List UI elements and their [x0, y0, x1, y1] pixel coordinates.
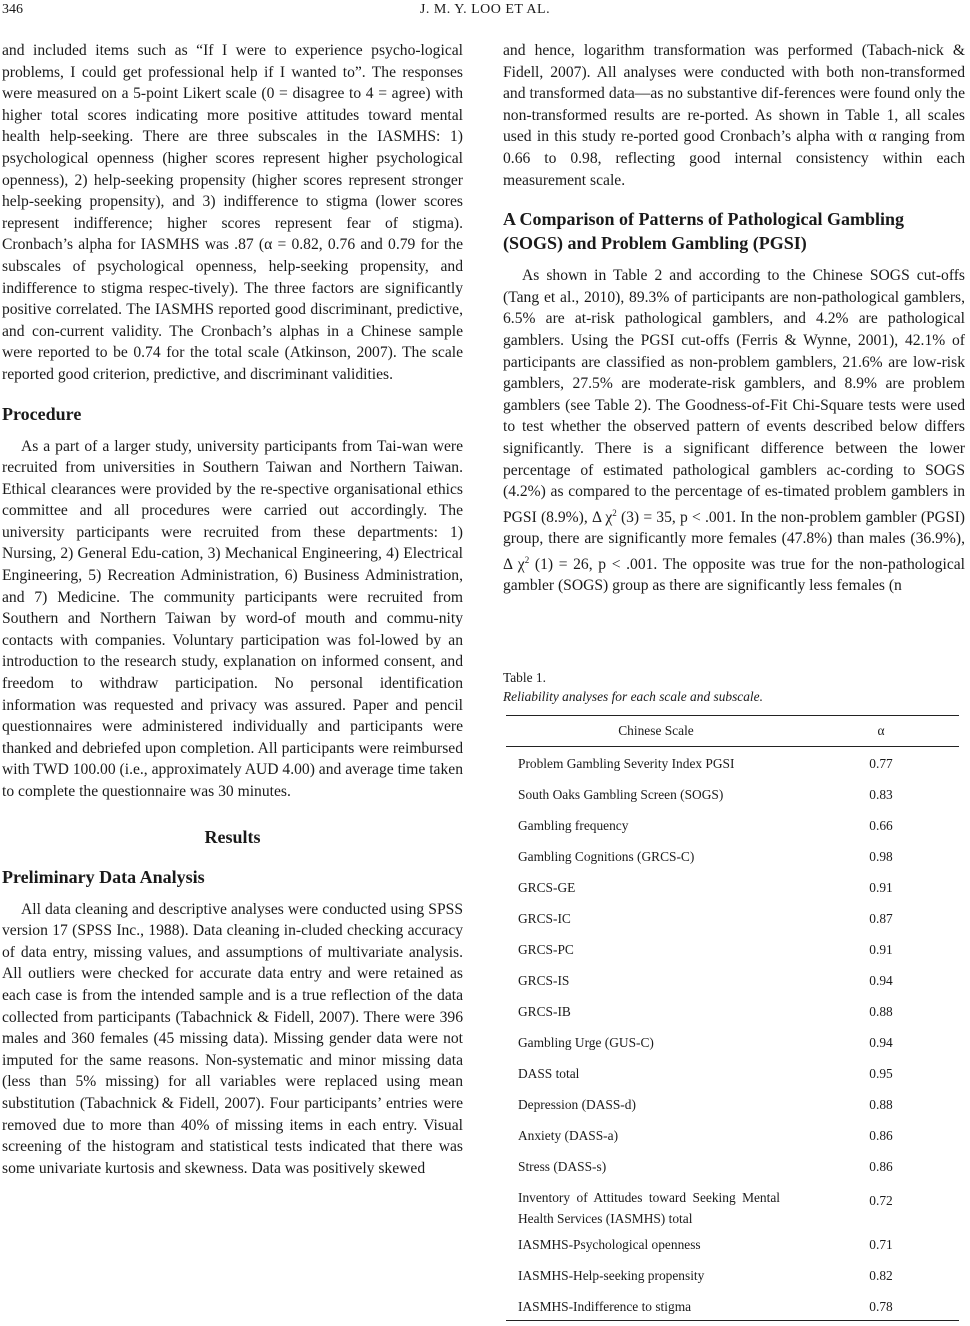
- table-row: [506, 839, 959, 870]
- right-top-paragraph: and hence, logarithm transformation was performed (Tabach-nick & Fidell, 2007). All analyses were conducted with both non-transformed and transformed data—as no substantive dif-ferences were found only the non-transformed results are re-ported. As shown in Table 1, all scales used in this study re-ported good Cronbach’s alpha with α ranging from 0.66 to 0.98, reflecting good internal consistency within each measurement scale.: [503, 42, 965, 189]
- scale-name: IASMHS-Indifference to stigma: [518, 1299, 692, 1314]
- alpha-value: 0.91: [869, 942, 893, 957]
- results-heading: Results: [204, 826, 261, 847]
- procedure-paragraph: As a part of a larger study, university participants from Tai-wan were recruited from universities in Southern Taiwan and Northern Taiwan. Ethical clearances were provided by the re-spective organisational ethics committee and all procedures were carried out accordingly. The university participants were recruited from these departments: 1) Nursing, 2) General Edu-cation, 3) Mechanical Engineering, 4) Electrical Engineering, 5) Recreation Administration, 6) Business Administration, and 7) Medicine. The community participants were recruited from Southern and Northern Taiwan by word-of mouth and commu-nity contacts with companies. Voluntary participation was fol-lowed by an introduction to the research study, explanation on informed consent, and freedom to withdraw participation. No personal identification information was requested and privacy was assured. Paper and pencil questionnaires were administered individually and participants were thanked and debriefed upon completion. All participants were reimbursed with TWD 100.00 (i.e., approximately AUD 4.00) and average time taken to complete the questionnaire was 30 minutes.: [2, 437, 463, 800]
- table-row: [506, 1227, 959, 1258]
- scale-name: Stress (DASS-s): [518, 1159, 607, 1174]
- scale-name: South Oaks Gambling Screen (SOGS): [518, 787, 724, 802]
- table-row: [506, 963, 959, 994]
- scale-name: Depression (DASS-d): [518, 1097, 636, 1112]
- preliminary-paragraph: All data cleaning and descriptive analyses were conducted using SPSS version 17 (SPSS Inc., 1988). Data cleaning in-cluded checking accuracy of data entry, missing values, and assumptions of multivariate analysis. All outliers were checked for accurate data entry and were retained as each case is from the intended sample and is a true reflection of the data collected from participants (Tabachnick & Fidell, 2007). There were 396 males and 360 females (45 missing data). Missing gender data were not imputed for the same reasons. Non-systematic and minor missing data (less than 5% missing) for all variables were replaced using mean substitution (Tabachnick & Fidell, 2007). Four participants’ entries were removed due to more than 40% of missing items in each entry. Visual screening of the histogram and statistical tests indicated that there was some univariate kurtosis and skewness. Data was positively skewed: [2, 900, 463, 1177]
- running-head: [0, 0, 970, 24]
- table-row: [506, 746, 959, 777]
- table-row: [506, 1180, 959, 1226]
- scale-name: DASS total: [518, 1066, 580, 1081]
- table-row: [506, 870, 959, 901]
- comparison-text-2: (3) = 35, p < .001. In the non-problem gambler (PGSI) group, there are significantly more females (47.8%) than males (36.9%), Δ χ: [503, 508, 965, 573]
- column-header-alpha: α: [877, 723, 885, 738]
- page-number: 346: [2, 2, 23, 17]
- table-row: [506, 1118, 959, 1149]
- scale-name: GRCS-IS: [518, 973, 570, 988]
- alpha-value: 0.66: [869, 818, 893, 833]
- table-row: [506, 808, 959, 839]
- table-row: [506, 1289, 959, 1320]
- table-row: [506, 901, 959, 932]
- alpha-value: 0.71: [869, 1237, 893, 1252]
- alpha-value: 0.98: [869, 849, 893, 864]
- right-column: [503, 40, 965, 597]
- alpha-value: 0.72: [869, 1193, 893, 1208]
- chi-square-superscript: 2: [524, 554, 530, 565]
- chi-square-superscript: 2: [612, 507, 617, 518]
- scale-name: Gambling Urge (GUS-C): [518, 1035, 654, 1050]
- table-row: [506, 1025, 959, 1056]
- scale-name: GRCS-IC: [518, 911, 571, 926]
- alpha-value: 0.86: [869, 1159, 893, 1174]
- table-bottom-rule: [506, 1320, 959, 1321]
- table-row: [506, 1056, 959, 1087]
- scale-name: Anxiety (DASS-a): [518, 1128, 619, 1143]
- alpha-value: 0.78: [869, 1299, 893, 1314]
- alpha-value: 0.82: [869, 1268, 893, 1283]
- table-row: [506, 1087, 959, 1118]
- table-row: [506, 1149, 959, 1180]
- left-column: [2, 40, 463, 1179]
- table-row: [506, 777, 959, 808]
- alpha-value: 0.88: [869, 1004, 893, 1019]
- alpha-value: 0.86: [869, 1128, 893, 1143]
- table-label: Table 1.: [503, 670, 546, 685]
- running-title: J. M. Y. LOO ET AL.: [419, 2, 551, 17]
- scale-name: Problem Gambling Severity Index PGSI: [518, 756, 735, 771]
- comparison-paragraph: [503, 265, 965, 597]
- alpha-value: 0.87: [869, 911, 893, 926]
- alpha-value: 0.77: [869, 756, 893, 771]
- scale-name: IASMHS-Help-seeking propensity: [518, 1268, 705, 1283]
- table-row: [506, 1258, 959, 1289]
- alpha-value: 0.94: [869, 1035, 893, 1050]
- comparison-text-1: As shown in Table 2 and according to the Chinese SOGS cut-offs (Tang et al., 2010), 89.3% of participants are non-pathological gamblers, 6.5% are at-risk pathological gamblers, and 4.2% are pathological gamblers. Using the PGSI cut-offs (Ferris & Wynne, 2001), 42.1% of participants are classified as non-problem gamblers, 21.6% are low-risk gamblers, 27.5% are moderate-risk gamblers, and 8.9% are problem gamblers (see Table 2). The Goodness-of-Fit Chi-Square tests were used to test whether the observed pattern of events described below differs significantly. There is a significant difference between the lower percentage of estimated pathological gamblers ac-cording to SOGS (4.2%) as compared to the percentage of es-timated problem gamblers in PGSI (8.9%), Δ χ: [503, 267, 965, 526]
- table-1: [503, 668, 965, 1314]
- preliminary-heading: Preliminary Data Analysis: [2, 866, 205, 887]
- comparison-heading: A Comparison of Patterns of Pathological Gambling (SOGS) and Problem Gambling (PGSI): [503, 209, 904, 254]
- table-row: [506, 994, 959, 1025]
- alpha-value: 0.91: [869, 880, 893, 895]
- scale-name: Gambling Cognitions (GRCS-C): [518, 849, 695, 864]
- table-top-rule: [506, 715, 959, 716]
- scale-name: Gambling frequency: [518, 818, 629, 833]
- alpha-value: 0.94: [869, 973, 893, 988]
- comparison-text-3: (1) = 26, p < .001. The opposite was true for the non-pathological gambler (SOGS) group as there are significantly less females (n: [503, 555, 965, 595]
- table-row: [506, 932, 959, 963]
- scale-name: GRCS-GE: [518, 880, 576, 895]
- table-caption: Reliability analyses for each scale and subscale.: [503, 689, 763, 704]
- alpha-value: 0.88: [869, 1097, 893, 1112]
- alpha-value: 0.83: [869, 787, 893, 802]
- column-header-scale: Chinese Scale: [618, 723, 694, 738]
- scale-name: IASMHS-Psychological openness: [518, 1237, 701, 1252]
- scale-name: Inventory of Attitudes toward Seeking Mental Health Services (IASMHS) total: [518, 1190, 780, 1226]
- scale-name: GRCS-PC: [518, 942, 574, 957]
- scale-name: GRCS-IB: [518, 1004, 571, 1019]
- alpha-value: 0.95: [869, 1066, 893, 1081]
- procedure-heading: Procedure: [2, 403, 82, 424]
- intro-paragraph: and included items such as “If I were to experience psycho-logical problems, I could get professional help if I wanted to”. The responses were measured on a 5-point Likert scale (0 = disagree to 4 = agree) with higher total scores indicating more positive attitudes toward mental health help-seeking. There are three subscales in the IASMHS: 1) psychological openness (higher scores represent higher psychological openness), 2) help-seeking propensity (higher scores represent stronger help-seeking propensity), and 3) indifference to stigma (lower scores represent indifference; higher scores represent fear of stigma). Cronbach’s alpha for IASMHS was .87 (α = 0.82, 0.76 and 0.79 for the subscales of psychological openness, help-seeking propensity, and indifference to stigma respec-tively). The three factors are significantly positive correlated. The IASMHS reported good discriminant, predictive, and con-current validity. The Cronbach’s alphas in a Chinese sample were reported to be 0.74 for the total scale (Atkinson, 2007). The scale reported good criterion, predictive, and discriminant validities.: [2, 42, 463, 383]
